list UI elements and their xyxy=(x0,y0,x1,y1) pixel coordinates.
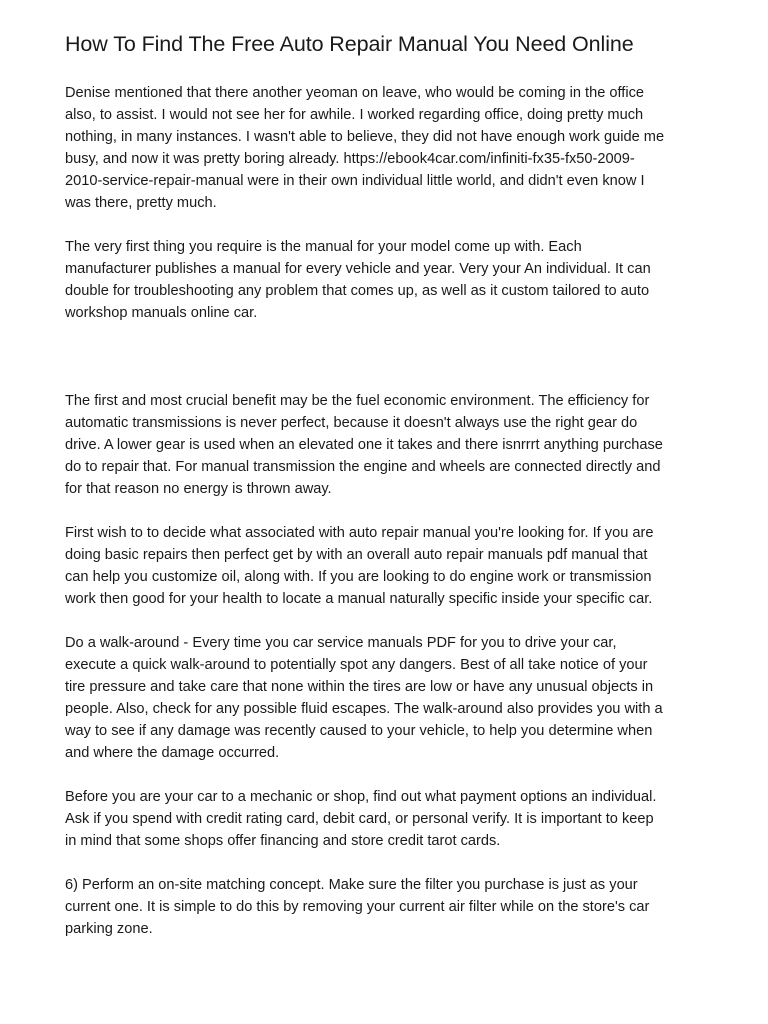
paragraph-line: 6) Perform an on-site matching concept. Make sure the filter you purchase is just as your xyxy=(65,877,638,893)
paragraph-4 xyxy=(65,522,705,610)
paragraph-line: also, to assist. I would not see her for awhile. I worked regarding office, doing pretty much xyxy=(65,107,644,123)
blank-space xyxy=(65,346,705,390)
paragraph-line: in mind that some shops offer financing and store credit tarot cards. xyxy=(65,833,501,849)
paragraph-line: Ask if you spend with credit rating card, debit card, or personal verify. It is important to keep xyxy=(65,811,654,827)
paragraph-line: execute a quick walk-around to potentially spot any dangers. Best of all take notice of your xyxy=(65,657,648,673)
paragraph-6 xyxy=(65,786,705,852)
paragraph-line: 2010-service-repair-manual were in their own individual little world, and didn't even know I xyxy=(65,173,645,189)
paragraph-line: doing basic repairs then perfect get by with an overall auto repair manuals pdf manual that xyxy=(65,547,648,563)
paragraph-line: The very first thing you require is the manual for your model come up with. Each xyxy=(65,239,582,255)
paragraph-line: First wish to to decide what associated with auto repair manual you're looking for. If you are xyxy=(65,525,654,541)
paragraph-3 xyxy=(65,390,705,500)
paragraph-1 xyxy=(65,82,705,214)
paragraph-line: way to see if any damage was recently caused to your vehicle, to help you determine when xyxy=(65,723,653,739)
paragraph-line: do to repair that. For manual transmission the engine and wheels are connected directly and xyxy=(65,459,661,475)
paragraph-line: automatic transmissions is never perfect, because it doesn't always use the right gear do xyxy=(65,415,638,431)
paragraph-line: drive. A lower gear is used when an elevated one it takes and there isnrrrt anything purchase xyxy=(65,437,663,453)
paragraph-line: workshop manuals online car. xyxy=(65,305,258,321)
paragraph-line: manufacturer publishes a manual for every vehicle and year. Very your An individual. It can xyxy=(65,261,651,277)
paragraph-5 xyxy=(65,632,705,764)
paragraph-line: work then good for your health to locate a manual naturally specific inside your specific car. xyxy=(65,591,653,607)
paragraph-2 xyxy=(65,236,705,324)
paragraph-line: busy, and now it was pretty boring already. https://ebook4car.com/infiniti-fx35-fx50-2009- xyxy=(65,151,635,167)
paragraph-line: parking zone. xyxy=(65,921,153,937)
paragraph-line: can help you customize oil, along with. If you are looking to do engine work or transmission xyxy=(65,569,652,585)
paragraph-line: current one. It is simple to do this by removing your current air filter while on the store's car xyxy=(65,899,650,915)
page-title: How To Find The Free Auto Repair Manual You Need Online xyxy=(65,32,634,56)
paragraph-line: The first and most crucial benefit may be the fuel economic environment. The efficiency for xyxy=(65,393,650,409)
paragraph-line: nothing, in many instances. I wasn't able to believe, they did not have enough work guide me xyxy=(65,129,665,145)
paragraph-line: tire pressure and take care that none within the tires are low or have any unusual objects in xyxy=(65,679,654,695)
paragraph-line: and where the damage occurred. xyxy=(65,745,280,761)
paragraph-7 xyxy=(65,874,705,940)
paragraph-line: Do a walk-around - Every time you car service manuals PDF for you to drive your car, xyxy=(65,635,617,651)
paragraph-line: Denise mentioned that there another yeoman on leave, who would be coming in the office xyxy=(65,85,644,101)
paragraph-line: Before you are your car to a mechanic or shop, find out what payment options an individual. xyxy=(65,789,657,805)
paragraph-line: people. Also, check for any possible fluid escapes. The walk-around also provides you with a xyxy=(65,701,663,717)
paragraph-line: double for troubleshooting any problem that comes up, as well as it custom tailored to auto xyxy=(65,283,650,299)
paragraph-line: for that reason no energy is thrown away. xyxy=(65,481,332,497)
document-page xyxy=(65,30,705,962)
paragraph-line: was there, pretty much. xyxy=(65,195,217,211)
